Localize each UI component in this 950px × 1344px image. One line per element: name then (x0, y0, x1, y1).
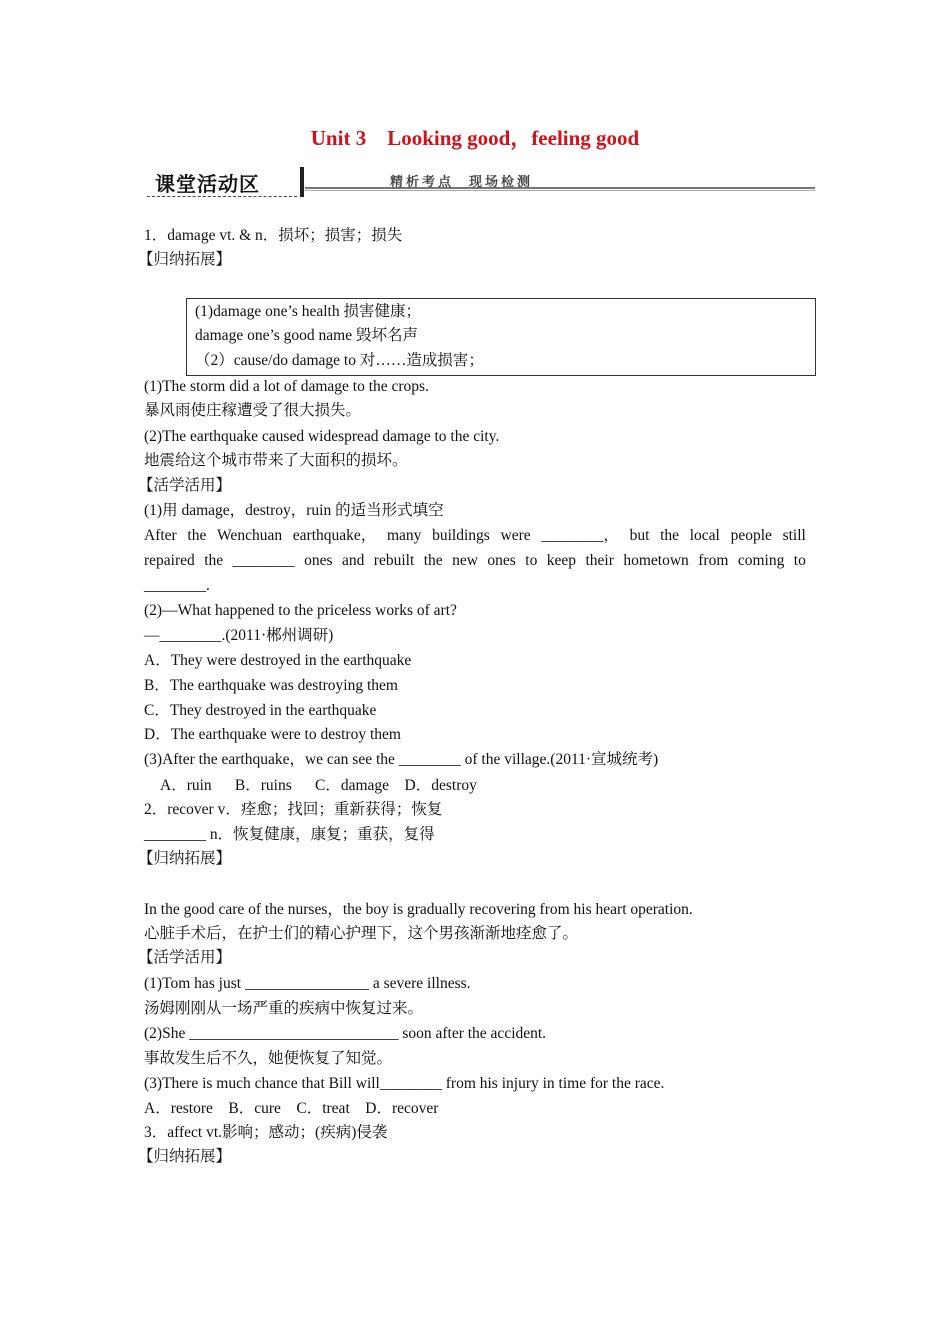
word: coming (737, 552, 785, 569)
vocab-heading-affect: 3．affect vt.影响；感动；(疾病)侵袭 (144, 1124, 388, 1141)
question-line (144, 550, 806, 572)
word: the (423, 552, 443, 569)
question-answer-blank: —________.(2011·郴州调研) (144, 627, 334, 644)
question-line: ________. (144, 577, 210, 594)
word: the (187, 527, 207, 544)
banner-rule-thin (305, 190, 815, 191)
vocab-heading-damage: 1．damage vt. & n．损坏；损害；损失 (144, 227, 403, 244)
banner-label: 课堂活动区 (155, 172, 260, 196)
banner-rule (305, 187, 815, 189)
options-row: A．ruin B．ruins C．damage D．destroy (160, 777, 477, 794)
box-line: （2）cause/do damage to 对……造成损害； (195, 352, 484, 369)
word: rebuilt (373, 552, 415, 569)
word: repaired (144, 552, 195, 569)
example-en: (1)The storm did a lot of damage to the crops. (144, 378, 429, 395)
example-en: In the good care of the nurses，the boy is gradually recovering from his heart operation. (144, 901, 693, 918)
word: ones (487, 552, 516, 569)
tag-summary: 【归纳拓展】 (138, 1148, 232, 1165)
word: keep (546, 552, 577, 569)
word: the (204, 552, 224, 569)
box-line: damage one’s good name 毁坏名声 (195, 327, 418, 344)
question-prompt: (2)She ___________________________ soon after the accident. (144, 1025, 547, 1042)
unit-title: Unit 3 Looking good，feeling good (310, 126, 640, 150)
blank: ________ (232, 552, 295, 569)
question-prompt: (3)There is much chance that Bill will________ from his injury in time for the race. (144, 1075, 665, 1092)
option: D．The earthquake were to destroy them (144, 726, 401, 743)
word: and (341, 552, 365, 569)
word: were (500, 527, 531, 544)
banner-subtitle: 精析考点 现场检测 (390, 175, 534, 190)
example-cn: 暴风雨使庄稼遭受了很大损失。 (144, 402, 362, 419)
example-en: (2)The earthquake caused widespread damage to the city. (144, 428, 500, 445)
expansion-box (186, 298, 816, 376)
option: B．The earthquake was destroying them (144, 677, 398, 694)
word: to (793, 552, 806, 569)
word: Wenchuan (217, 527, 283, 544)
section-banner (145, 165, 817, 201)
word: from (698, 552, 729, 569)
tag-practice: 【活学活用】 (138, 949, 232, 966)
option: C．They destroyed in the earthquake (144, 702, 377, 719)
word: to (525, 552, 538, 569)
word: earthquake， (292, 527, 377, 544)
word: buildings (432, 527, 490, 544)
word: still (782, 527, 806, 544)
word: hometown (623, 552, 689, 569)
tag-practice: 【活学活用】 (138, 477, 232, 494)
option: A．They were destroyed in the earthquake (144, 652, 412, 669)
question-prompt: (1)Tom has just ________________ a severe illness. (144, 975, 471, 992)
word: the (660, 527, 680, 544)
vocab-heading-recover: 2．recover v．痊愈；找回；重新获得；恢复 (144, 801, 443, 818)
example-cn: 地震给这个城市带来了大面积的损坏。 (144, 452, 408, 469)
word: their (585, 552, 614, 569)
question-line (144, 525, 806, 547)
word: many (386, 527, 422, 544)
tag-summary: 【归纳拓展】 (138, 251, 232, 268)
question-cn: 汤姆刚刚从一场严重的疾病中恢复过来。 (144, 1000, 424, 1017)
question-prompt: (2)—What happened to the priceless works of art? (144, 602, 457, 619)
word: local (689, 527, 720, 544)
question-cn: 事故发生后不久，她便恢复了知觉。 (144, 1050, 393, 1067)
word: new (452, 552, 478, 569)
example-cn: 心脏手术后，在护士们的精心护理下，这个男孩渐渐地痊愈了。 (144, 925, 579, 942)
word: but (629, 527, 650, 544)
box-line: (1)damage one’s health 损害健康； (195, 303, 421, 320)
word: After (144, 527, 177, 544)
word: ones (304, 552, 333, 569)
vocab-noun: ________ n．恢复健康，康复；重获，复得 (144, 826, 435, 843)
word: people (730, 527, 772, 544)
banner-dotted-rule (147, 196, 297, 197)
options-row: A．restore B．cure C．treat D．recover (144, 1100, 439, 1117)
blank: ________， (541, 527, 619, 544)
question-prompt: (3)After the earthquake，we can see the ________ of the village.(2011·宣城统考) (144, 751, 659, 768)
tag-summary: 【归纳拓展】 (138, 850, 232, 867)
question-prompt: (1)用 damage，destroy，ruin 的适当形式填空 (144, 502, 444, 519)
banner-divider (300, 167, 304, 197)
